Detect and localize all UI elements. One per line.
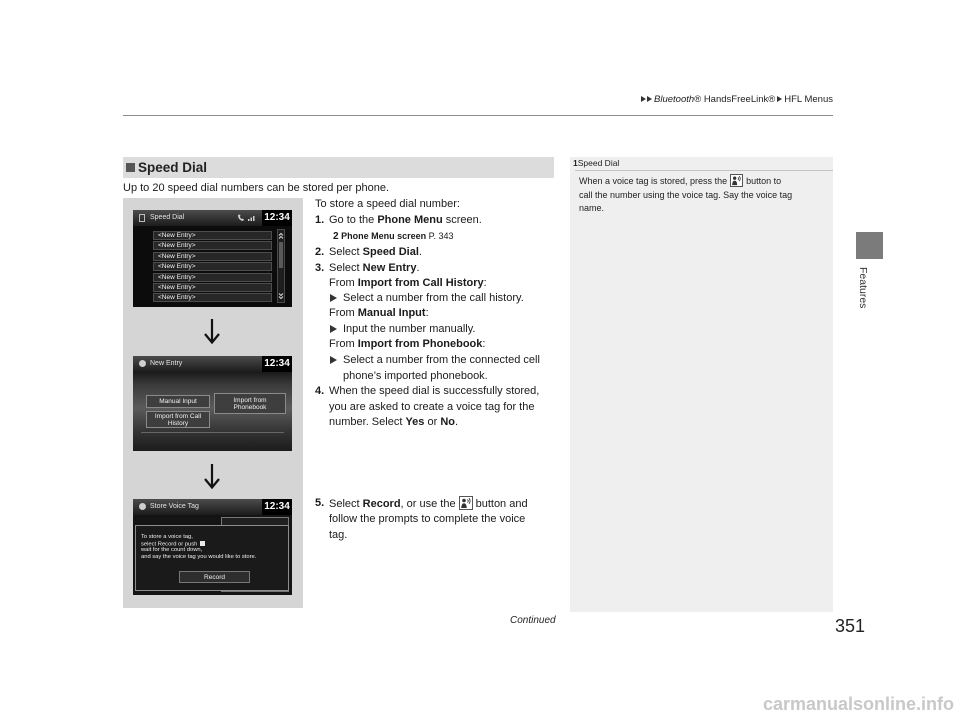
- step-4: [315, 384, 539, 398]
- voice-tag-dialog: [135, 525, 289, 591]
- option-action: [329, 322, 475, 336]
- step-text: screen.: [442, 214, 482, 226]
- screen-header: [133, 499, 292, 515]
- option-phonebook: [329, 337, 485, 351]
- speed-dial-entry: <New Entry>: [153, 293, 272, 302]
- step-text: When the speed dial is successfully stored,: [329, 385, 540, 397]
- option-text: :: [425, 307, 429, 319]
- option-text: From: [329, 338, 358, 350]
- screen-clock: 12:34: [262, 499, 292, 515]
- note-text: button to: [746, 176, 782, 186]
- note-marker-icon: 1: [573, 158, 578, 168]
- option-action-continued: phone’s imported phonebook.: [343, 370, 488, 382]
- features-tab-label: Features: [857, 267, 869, 309]
- step-number: 1.: [315, 214, 325, 226]
- talk-button-icon: [730, 174, 743, 187]
- note-text: When a voice tag is stored, press the: [579, 176, 728, 186]
- action-arrow-icon: [330, 294, 337, 302]
- cross-reference-label: Phone Menu screen: [341, 231, 427, 241]
- talk-button-icon: [200, 541, 205, 546]
- action-text: Select a number from the connected cell: [343, 354, 540, 366]
- step-bold: Phone Menu: [377, 214, 443, 226]
- step-4-continued: you are asked to create a voice tag for the: [329, 401, 535, 413]
- step-text: .: [416, 262, 420, 274]
- continued-label: Continued: [510, 615, 556, 626]
- features-tab-marker: [856, 232, 883, 259]
- record-button: [179, 571, 250, 583]
- dialog-text-fragment: select Record or push: [141, 541, 198, 547]
- step-number: 3.: [315, 262, 325, 274]
- breadcrumb-arrow-icon: [777, 96, 782, 102]
- screen-header: [133, 356, 292, 372]
- screen-divider: [141, 432, 284, 433]
- no-label: No: [440, 416, 455, 428]
- step-bold: New Entry: [362, 262, 417, 274]
- step-text: Select: [329, 498, 363, 510]
- step-1: [315, 213, 482, 227]
- option-bold: Import from Call History: [357, 277, 484, 289]
- status-dot-icon: [139, 360, 146, 367]
- speed-dial-entry: <New Entry>: [153, 273, 272, 282]
- option-text: From: [329, 307, 358, 319]
- down-arrow-icon: [200, 463, 224, 489]
- cross-reference-marker-icon: 2: [333, 231, 339, 242]
- status-dot-icon: [139, 503, 146, 510]
- step-text: Select: [329, 246, 363, 258]
- option-label: Import from: [233, 396, 267, 404]
- option-label: Phonebook: [233, 403, 267, 411]
- step-text: .: [418, 246, 422, 258]
- option-call-history: [329, 276, 487, 290]
- intro-text: Up to 20 speed dial numbers can be stored per phone.: [123, 182, 390, 194]
- note-line: call the number using the voice tag. Say the voice tag: [579, 190, 793, 200]
- speed-dial-screen-image: [133, 210, 292, 307]
- option-label: Import from Call: [154, 412, 202, 420]
- page-number: 351: [835, 616, 866, 636]
- option-bold: Import from Phonebook: [357, 338, 483, 350]
- note-box: [570, 157, 833, 612]
- step-2: [315, 245, 422, 259]
- speed-dial-entry: <New Entry>: [153, 231, 272, 240]
- step-bold: Record: [362, 498, 401, 510]
- section-marker-icon: [126, 163, 135, 172]
- dialog-text-line: and say the voice tag you would like to store.: [141, 553, 257, 560]
- screen-scrollbar: [277, 229, 285, 303]
- option-bold: Manual Input: [357, 307, 426, 319]
- breadcrumb: [641, 94, 833, 106]
- screen-clock: 12:34: [262, 210, 292, 226]
- step-text: Go to the: [329, 214, 378, 226]
- step-5-continued: tag.: [329, 529, 348, 541]
- step-number: 4.: [315, 385, 325, 397]
- talk-button-icon: [459, 496, 473, 510]
- action-arrow-icon: [330, 325, 337, 333]
- action-text: Select a number from the call history.: [343, 292, 524, 304]
- store-voice-tag-screen-image: [133, 499, 292, 595]
- action-text: Input the number manually.: [343, 323, 476, 335]
- speed-dial-entry: <New Entry>: [153, 252, 272, 261]
- new-entry-screen-image: [133, 356, 292, 451]
- breadcrumb-handsfreelink: ® HandsFreeLink®: [694, 94, 776, 105]
- dialog-text-line: To store a voice tag,: [141, 534, 193, 540]
- option-action: [329, 291, 524, 305]
- step-text: number. Select: [329, 416, 406, 428]
- header-rule: [123, 115, 833, 116]
- step-5-continued: follow the prompts to complete the voice: [329, 513, 526, 525]
- import-phonebook-option: [214, 393, 286, 414]
- cross-reference-page: P. 343: [426, 231, 454, 241]
- note-line: name.: [579, 203, 605, 213]
- screen-clock: 12:34: [262, 356, 292, 372]
- section-header-bar: [123, 157, 554, 178]
- option-action: [329, 353, 540, 367]
- step-text: or: [424, 416, 441, 428]
- yes-label: Yes: [405, 416, 425, 428]
- step-number: 5.: [315, 497, 325, 509]
- option-text: :: [482, 338, 486, 350]
- watermark: carmanualsonline.info: [762, 694, 954, 714]
- breadcrumb-bluetooth: Bluetooth: [654, 94, 695, 105]
- step-text: , or use the: [400, 498, 456, 510]
- option-label: Manual Input: [159, 398, 197, 405]
- scroll-up-icon: [278, 232, 284, 240]
- scroll-thumb: [279, 242, 283, 268]
- screen-header: [133, 210, 292, 226]
- speed-dial-entry: <New Entry>: [153, 241, 272, 250]
- screen-title: Store Voice Tag: [150, 503, 199, 510]
- action-arrow-icon: [330, 356, 337, 364]
- speed-dial-entry: <New Entry>: [153, 283, 272, 292]
- step-bold: Speed Dial: [362, 246, 419, 258]
- step-text: button and: [475, 498, 528, 510]
- down-arrow-icon: [200, 318, 224, 344]
- phone-signal-icon: [237, 214, 257, 222]
- step-5: [315, 496, 528, 511]
- screen-title: New Entry: [150, 360, 183, 367]
- scroll-down-icon: [278, 292, 284, 300]
- breadcrumb-arrow-icon: [647, 96, 652, 102]
- manual-input-option: [146, 395, 210, 408]
- list-icon: [139, 214, 145, 222]
- step-number: 2.: [315, 246, 325, 258]
- record-button-label: Record: [204, 573, 225, 581]
- step-text: Select: [329, 262, 363, 274]
- option-text: :: [483, 277, 487, 289]
- option-text: From: [329, 277, 358, 289]
- cross-reference-link[interactable]: [329, 230, 453, 243]
- breadcrumb-arrow-icon: [641, 96, 646, 102]
- step-3: [315, 261, 420, 275]
- section-title: Speed Dial: [138, 160, 208, 175]
- note-title: Speed Dial: [577, 158, 620, 168]
- step-text: .: [454, 416, 459, 428]
- steps-lead: To store a speed dial number:: [315, 198, 460, 210]
- option-label: History: [167, 419, 189, 427]
- note-line: [579, 174, 781, 187]
- note-header-rule: [575, 170, 833, 171]
- speed-dial-entry: <New Entry>: [153, 262, 272, 271]
- note-header: [573, 158, 619, 169]
- screen-title: Speed Dial: [150, 214, 185, 221]
- breadcrumb-current: HFL Menus: [784, 94, 833, 105]
- dialog-text-line: wait for the count down,: [141, 547, 203, 553]
- option-manual-input: [329, 306, 429, 320]
- step-4-choice: [329, 415, 458, 429]
- import-call-history-option: [146, 411, 210, 428]
